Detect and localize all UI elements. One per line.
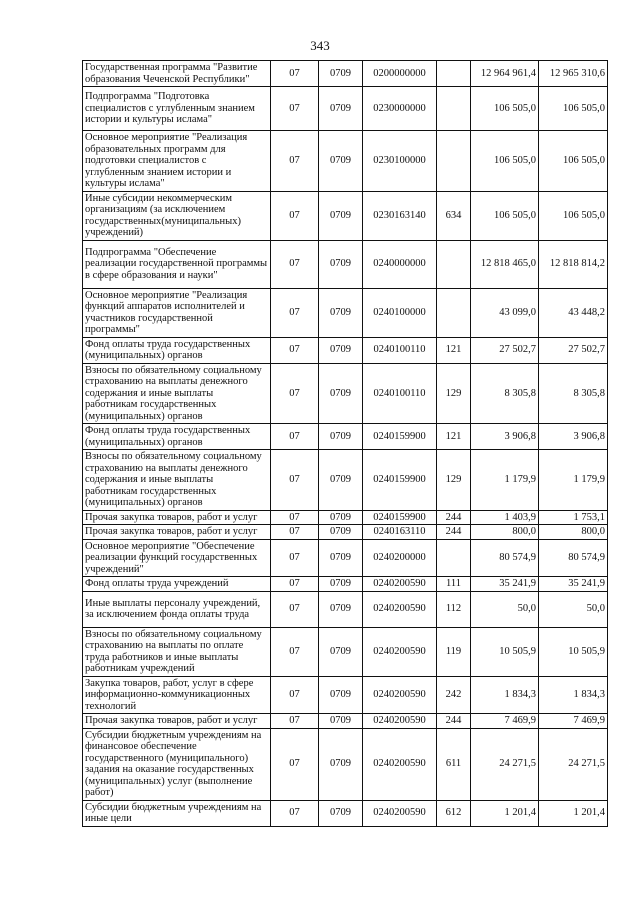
row-subsection: 0709 (319, 510, 363, 525)
row-expense-type: 129 (437, 363, 471, 424)
row-section: 07 (271, 525, 319, 540)
table-row (83, 627, 608, 676)
row-name: Прочая закупка товаров, работ и услуг (83, 510, 271, 525)
table-row (83, 728, 608, 800)
row-name: Иные субсидии некоммерческим организациям (за исключением государственных(муниципальных) учреждений) (83, 191, 271, 240)
row-amount-1: 12 964 961,4 (471, 61, 539, 87)
row-subsection: 0709 (319, 131, 363, 192)
row-name: Основное мероприятие "Реализация функций аппаратов исполнителей и участников государственной программы" (83, 288, 271, 337)
row-amount-2: 106 505,0 (539, 131, 608, 192)
row-target-code: 0240159900 (363, 424, 437, 450)
row-target-code: 0240000000 (363, 240, 437, 288)
row-target-code: 0240200590 (363, 591, 437, 627)
row-expense-type: 129 (437, 450, 471, 511)
row-section: 07 (271, 424, 319, 450)
row-target-code: 0240163110 (363, 525, 437, 540)
row-name: Иные выплаты персоналу учреждений, за исключением фонда оплаты труда (83, 591, 271, 627)
row-expense-type (437, 61, 471, 87)
table-row (83, 363, 608, 424)
row-amount-1: 50,0 (471, 591, 539, 627)
row-amount-2: 1 753,1 (539, 510, 608, 525)
table-row (83, 288, 608, 337)
row-section: 07 (271, 131, 319, 192)
row-amount-1: 106 505,0 (471, 131, 539, 192)
table-row (83, 800, 608, 826)
row-subsection: 0709 (319, 87, 363, 131)
table-row (83, 87, 608, 131)
row-expense-type (437, 131, 471, 192)
row-section: 07 (271, 714, 319, 729)
row-subsection: 0709 (319, 714, 363, 729)
table-row (83, 510, 608, 525)
row-subsection: 0709 (319, 539, 363, 577)
row-amount-2: 106 505,0 (539, 191, 608, 240)
row-target-code: 0200000000 (363, 61, 437, 87)
row-amount-2: 7 469,9 (539, 714, 608, 729)
row-name: Государственная программа "Развитие образования Чеченской Республики" (83, 61, 271, 87)
row-name: Субсидии бюджетным учреждениям на иные цели (83, 800, 271, 826)
row-target-code: 0240100110 (363, 363, 437, 424)
row-subsection: 0709 (319, 424, 363, 450)
row-section: 07 (271, 591, 319, 627)
row-amount-2: 24 271,5 (539, 728, 608, 800)
table-row (83, 714, 608, 729)
row-amount-2: 43 448,2 (539, 288, 608, 337)
row-amount-1: 7 469,9 (471, 714, 539, 729)
row-amount-1: 1 201,4 (471, 800, 539, 826)
row-expense-type: 121 (437, 424, 471, 450)
row-amount-2: 8 305,8 (539, 363, 608, 424)
table-row (83, 424, 608, 450)
row-subsection: 0709 (319, 728, 363, 800)
row-amount-2: 106 505,0 (539, 87, 608, 131)
row-section: 07 (271, 61, 319, 87)
row-target-code: 0230163140 (363, 191, 437, 240)
row-name: Основное мероприятие "Реализация образовательных программ для подготовки специалистов с углубленным знанием истории и культуры ислама" (83, 131, 271, 192)
row-target-code: 0240200590 (363, 627, 437, 676)
row-amount-1: 1 834,3 (471, 676, 539, 714)
row-target-code: 0240200590 (363, 714, 437, 729)
row-name: Подпрограмма "Подготовка специалистов с углубленным знанием истории и культуры ислама" (83, 87, 271, 131)
row-name: Взносы по обязательному социальному страхованию на выплаты денежного содержания и иные выплаты работникам государственных (муниципальных) органов (83, 363, 271, 424)
row-amount-1: 24 271,5 (471, 728, 539, 800)
row-name: Основное мероприятие "Обеспечение реализации функций государственных учреждений" (83, 539, 271, 577)
row-amount-1: 35 241,9 (471, 577, 539, 592)
row-amount-2: 800,0 (539, 525, 608, 540)
row-amount-2: 3 906,8 (539, 424, 608, 450)
table-row (83, 450, 608, 511)
row-target-code: 0240100000 (363, 288, 437, 337)
row-section: 07 (271, 450, 319, 511)
row-section: 07 (271, 577, 319, 592)
row-expense-type: 242 (437, 676, 471, 714)
row-expense-type: 612 (437, 800, 471, 826)
row-expense-type: 634 (437, 191, 471, 240)
row-amount-1: 80 574,9 (471, 539, 539, 577)
row-section: 07 (271, 87, 319, 131)
row-expense-type: 244 (437, 510, 471, 525)
row-subsection: 0709 (319, 577, 363, 592)
row-expense-type: 112 (437, 591, 471, 627)
row-name: Субсидии бюджетным учреждениям на финансовое обеспечение государственного (муниципального) задания на оказание государственных (муниципальных) услуг (выполнение работ) (83, 728, 271, 800)
row-expense-type: 119 (437, 627, 471, 676)
table-row (83, 676, 608, 714)
row-section: 07 (271, 676, 319, 714)
row-amount-1: 106 505,0 (471, 87, 539, 131)
row-section: 07 (271, 728, 319, 800)
row-amount-2: 12 965 310,6 (539, 61, 608, 87)
row-expense-type: 244 (437, 714, 471, 729)
row-amount-1: 1 403,9 (471, 510, 539, 525)
row-subsection: 0709 (319, 363, 363, 424)
row-name: Фонд оплаты труда государственных (муниципальных) органов (83, 424, 271, 450)
row-subsection: 0709 (319, 240, 363, 288)
row-amount-1: 12 818 465,0 (471, 240, 539, 288)
row-subsection: 0709 (319, 591, 363, 627)
row-amount-1: 27 502,7 (471, 337, 539, 363)
row-section: 07 (271, 510, 319, 525)
row-amount-1: 8 305,8 (471, 363, 539, 424)
table-body (83, 61, 608, 827)
row-expense-type: 111 (437, 577, 471, 592)
row-expense-type (437, 87, 471, 131)
row-name: Взносы по обязательному социальному страхованию на выплаты денежного содержания и иные выплаты работникам государственных (муниципальных) органов (83, 450, 271, 511)
row-target-code: 0240159900 (363, 450, 437, 511)
page-number: 343 (310, 38, 330, 53)
row-amount-1: 106 505,0 (471, 191, 539, 240)
row-amount-1: 43 099,0 (471, 288, 539, 337)
table-row (83, 337, 608, 363)
row-expense-type: 121 (437, 337, 471, 363)
row-name: Фонд оплаты труда государственных (муниципальных) органов (83, 337, 271, 363)
row-amount-2: 1 179,9 (539, 450, 608, 511)
row-name: Прочая закупка товаров, работ и услуг (83, 525, 271, 540)
row-section: 07 (271, 627, 319, 676)
row-amount-2: 35 241,9 (539, 577, 608, 592)
row-expense-type (437, 288, 471, 337)
row-subsection: 0709 (319, 288, 363, 337)
row-amount-2: 10 505,9 (539, 627, 608, 676)
row-amount-2: 1 834,3 (539, 676, 608, 714)
row-amount-1: 10 505,9 (471, 627, 539, 676)
row-section: 07 (271, 288, 319, 337)
table-row (83, 591, 608, 627)
row-expense-type: 611 (437, 728, 471, 800)
row-target-code: 0240200590 (363, 728, 437, 800)
row-section: 07 (271, 363, 319, 424)
row-target-code: 0240200000 (363, 539, 437, 577)
row-amount-2: 12 818 814,2 (539, 240, 608, 288)
row-section: 07 (271, 800, 319, 826)
row-target-code: 0240200590 (363, 676, 437, 714)
table-row (83, 240, 608, 288)
row-expense-type (437, 539, 471, 577)
table-row (83, 577, 608, 592)
row-section: 07 (271, 539, 319, 577)
row-name: Закупка товаров, работ, услуг в сфере информационно-коммуникационных технологий (83, 676, 271, 714)
row-target-code: 0240159900 (363, 510, 437, 525)
row-section: 07 (271, 337, 319, 363)
row-section: 07 (271, 240, 319, 288)
row-name: Прочая закупка товаров, работ и услуг (83, 714, 271, 729)
row-amount-1: 1 179,9 (471, 450, 539, 511)
row-subsection: 0709 (319, 676, 363, 714)
row-subsection: 0709 (319, 450, 363, 511)
row-subsection: 0709 (319, 627, 363, 676)
table-row (83, 191, 608, 240)
row-target-code: 0230000000 (363, 87, 437, 131)
row-name: Подпрограмма "Обеспечение реализации государственной программы в сфере образования и науки" (83, 240, 271, 288)
row-name: Взносы по обязательному социальному страхованию на выплаты по оплате труда работников и иные выплаты работникам учреждений (83, 627, 271, 676)
row-subsection: 0709 (319, 800, 363, 826)
row-subsection: 0709 (319, 61, 363, 87)
row-amount-1: 3 906,8 (471, 424, 539, 450)
row-subsection: 0709 (319, 337, 363, 363)
row-amount-2: 80 574,9 (539, 539, 608, 577)
table-row (83, 539, 608, 577)
row-amount-2: 50,0 (539, 591, 608, 627)
budget-table (82, 60, 608, 827)
row-target-code: 0230100000 (363, 131, 437, 192)
table-row (83, 61, 608, 87)
row-subsection: 0709 (319, 191, 363, 240)
row-section: 07 (271, 191, 319, 240)
row-expense-type: 244 (437, 525, 471, 540)
row-amount-2: 1 201,4 (539, 800, 608, 826)
row-amount-2: 27 502,7 (539, 337, 608, 363)
row-target-code: 0240200590 (363, 577, 437, 592)
row-subsection: 0709 (319, 525, 363, 540)
row-expense-type (437, 240, 471, 288)
table-row (83, 525, 608, 540)
row-name: Фонд оплаты труда учреждений (83, 577, 271, 592)
row-amount-1: 800,0 (471, 525, 539, 540)
table-row (83, 131, 608, 192)
row-target-code: 0240100110 (363, 337, 437, 363)
row-target-code: 0240200590 (363, 800, 437, 826)
